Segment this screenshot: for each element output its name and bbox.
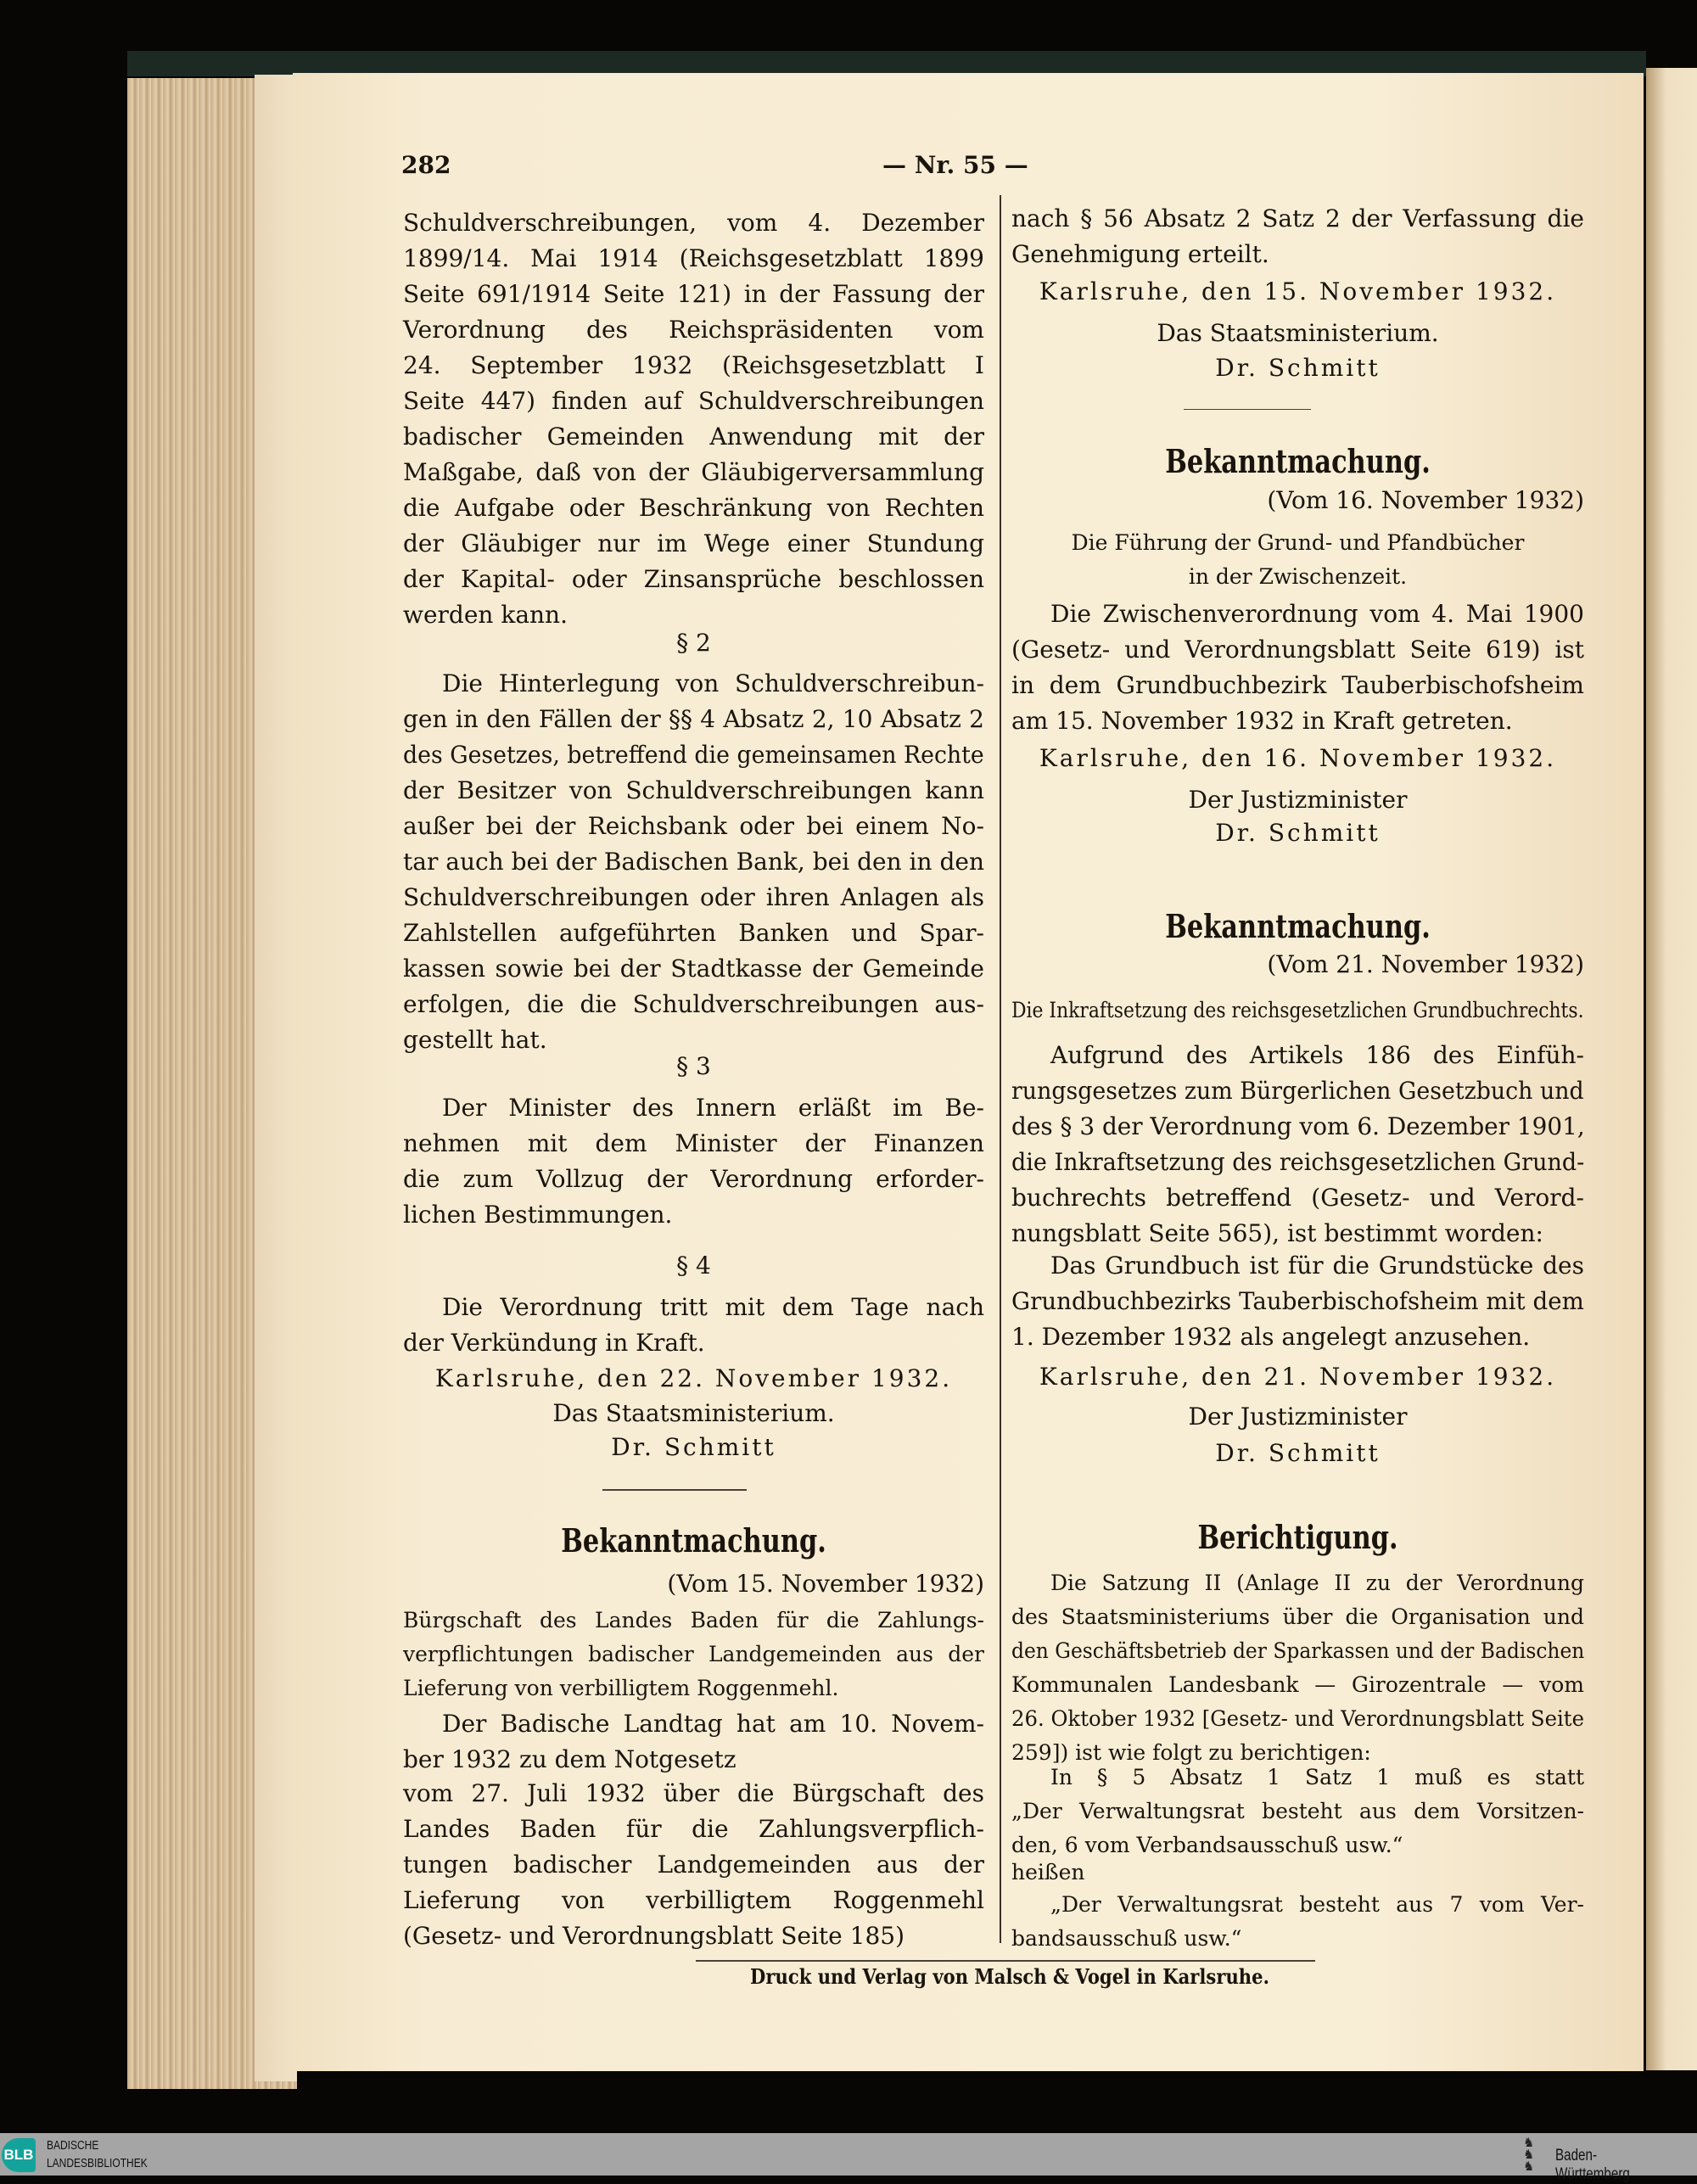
text-line: Bekanntmachung. (561, 1521, 826, 1560)
text-line: des Staatsministeriums über die Organisation und (1011, 1604, 1584, 1629)
text-line: Lieferung von verbilligtem Roggenmehl (403, 1886, 984, 1914)
text-line: tungen badischer Landgemeinden aus der (403, 1851, 984, 1879)
text-line: (Vom 15. November 1932) (667, 1570, 984, 1598)
text-block (403, 1290, 984, 1361)
text-line: (Vom 21. November 1932) (1267, 950, 1584, 978)
text-line: nach § 56 Absatz 2 Satz 2 der Verfassung die (1011, 204, 1584, 232)
text-line: badischer Gemeinden Anwendung mit der (403, 423, 984, 451)
text-line: 26. Oktober 1932 [Gesetz- und Verordnungsblatt Seite (1011, 1706, 1584, 1731)
section-heading (1011, 440, 1584, 484)
text-line: Die Führung der Grund- und Pfandbücher (1071, 530, 1525, 555)
text-block (403, 1706, 984, 1778)
text-block (1011, 1359, 1584, 1395)
text-line: Zahlstellen aufgeführten Banken und Spar- (403, 919, 984, 947)
text-line: 259]) ist wie folgt zu berichtigen: (1011, 1740, 1371, 1765)
text-line: nehmen mit dem Minister der Finanzen (403, 1129, 984, 1157)
text-line: in dem Grundbuchbezirk Tauberbischofsheim (1011, 671, 1584, 699)
text-block (1011, 815, 1584, 851)
text-line: Dr. Schmitt (1215, 1439, 1381, 1467)
issue-number: — Nr. 55 — (882, 151, 1028, 179)
text-line: „Der Verwaltungsrat besteht aus 7 vom Ver- (1050, 1892, 1584, 1917)
text-block (1011, 1566, 1584, 1770)
text-block (403, 1566, 984, 1602)
text-line: gen in den Fällen der §§ 4 Absatz 2, 10 Absatz 2 (403, 705, 984, 733)
text-line: Karlsruhe, den 15. November 1932. (1039, 277, 1557, 305)
text-line: Bekanntmachung. (1165, 442, 1431, 480)
text-line: Das Staatsministerium. (552, 1399, 835, 1427)
section-heading (403, 1519, 984, 1563)
text-block (1011, 483, 1584, 518)
text-line: Berichtigung. (1197, 1518, 1398, 1556)
text-line: ber 1932 zu dem Notgesetz (403, 1745, 736, 1773)
text-block (1011, 1399, 1584, 1435)
text-block (1011, 782, 1584, 818)
viewer-footer-bar (0, 2133, 1697, 2176)
text-block (1011, 994, 1584, 1028)
text-block (1011, 741, 1584, 776)
text-line: § 3 (676, 1052, 711, 1080)
text-line: Genehmigung erteilt. (1011, 240, 1269, 268)
column-divider (1000, 195, 1001, 1943)
text-line: Dr. Schmitt (1215, 819, 1381, 847)
text-block (403, 666, 984, 1058)
text-line: Die Zwischenverordnung vom 4. Mai 1900 (1050, 600, 1584, 628)
text-block (1011, 1888, 1584, 1956)
text-line: heißen (1011, 1860, 1085, 1884)
imprint-rule (696, 1960, 1315, 1962)
section-divider (1184, 409, 1311, 410)
section-heading (1011, 1515, 1584, 1560)
text-block (1011, 596, 1584, 739)
text-line: § 4 (676, 1252, 711, 1280)
text-line: verpflichtungen badischer Landgemeinden aus der (403, 1642, 984, 1666)
text-line: Seite 691/1914 Seite 121) in der Fassung der (403, 280, 984, 308)
text-line: Die Verordnung tritt mit dem Tage nach (442, 1293, 984, 1321)
imprint: Druck und Verlag von Malsch & Vogel in Karlsruhe. (750, 1964, 1269, 1989)
text-line: am 15. November 1932 in Kraft getreten. (1011, 707, 1513, 735)
text-line: Dr. Schmitt (611, 1433, 776, 1461)
text-block (1011, 526, 1584, 594)
text-line: des § 3 der Verordnung vom 6. Dezember 1901, (1011, 1112, 1585, 1140)
text-block (403, 1361, 984, 1397)
text-line: die zum Vollzug der Verordnung erforder- (403, 1165, 984, 1193)
text-line: „Der Verwaltungsrat besteht aus dem Vorsitzen- (1011, 1799, 1584, 1823)
text-line: nungsblatt Seite 565), ist bestimmt worden: (1011, 1219, 1543, 1247)
text-line: § 2 (676, 629, 711, 657)
text-line: buchrechts betreffend (Gesetz- und Verord- (1011, 1184, 1584, 1212)
text-line: Karlsruhe, den 21. November 1932. (1039, 1363, 1557, 1391)
text-block (403, 205, 984, 633)
text-line: der Gläubiger nur im Wege einer Stundung (403, 529, 984, 557)
text-block (1011, 947, 1584, 983)
library-name-line1: BADISCHE (47, 2138, 99, 2153)
text-block (403, 1776, 984, 1954)
text-line: Die Hinterlegung von Schuldverschreibun- (442, 669, 984, 697)
text-block (1011, 201, 1584, 272)
text-line: rungsgesetzes zum Bürgerlichen Gesetzbuch und (1011, 1077, 1584, 1105)
text-line: 1899/14. Mai 1914 (Reichsgesetzblatt 1899 (403, 244, 984, 272)
text-line: den Geschäftsbetrieb der Sparkassen und der Badischen (1011, 1638, 1585, 1663)
text-line: Der Minister des Innern erläßt im Be- (442, 1094, 984, 1122)
text-block (1011, 1038, 1584, 1252)
text-line: Karlsruhe, den 22. November 1932. (434, 1364, 953, 1392)
text-line: den, 6 vom Verbandsausschuß usw.“ (1011, 1833, 1403, 1857)
section-divider (602, 1489, 747, 1491)
text-line: der Verkündung in Kraft. (403, 1329, 705, 1357)
page-number: 282 (401, 151, 451, 179)
text-line: Grundbuchbezirks Tauberbischofsheim mit dem (1011, 1287, 1584, 1315)
blb-logo-icon[interactable]: BLB (2, 2138, 36, 2172)
text-line: Die Inkraftsetzung des reichsgesetzlichen Grundbuchrechts. (1011, 998, 1584, 1022)
text-line: Schuldverschreibungen oder ihren Anlagen als (403, 883, 984, 911)
text-line: 1. Dezember 1932 als angelegt anzusehen. (1011, 1323, 1531, 1351)
library-name[interactable] (47, 2136, 148, 2172)
text-block (1011, 274, 1584, 310)
text-line: die Inkraftsetzung des reichsgesetzlichen Grund- (1011, 1148, 1585, 1176)
text-line: in der Zwischenzeit. (1188, 564, 1408, 589)
facing-page-edge (1646, 68, 1697, 2070)
text-line: bandsausschuß usw.“ (1011, 1926, 1242, 1951)
text-line: Verordnung des Reichspräsidenten vom (403, 316, 984, 344)
section-heading (1011, 904, 1584, 949)
text-line: (Vom 16. November 1932) (1267, 486, 1584, 514)
text-line: Aufgrund des Artikels 186 des Einfüh- (1050, 1041, 1584, 1069)
text-line: Dr. Schmitt (1215, 354, 1381, 382)
text-line: Die Satzung II (Anlage II zu der Verordnung (1050, 1571, 1584, 1595)
text-block (403, 1396, 984, 1431)
text-line: Schuldverschreibungen, vom 4. Dezember (403, 209, 984, 237)
text-line: des Gesetzes, betreffend die gemeinsamen Rechte (403, 741, 984, 769)
text-line: erfolgen, die die Schuldverschreibungen aus- (403, 990, 984, 1018)
text-line: tar auch bei der Badischen Bank, bei den in den (403, 848, 984, 876)
text-line: Seite 447) finden auf Schuldverschreibungen (403, 387, 984, 415)
text-line: In § 5 Absatz 1 Satz 1 muß es statt (1050, 1765, 1584, 1789)
text-block (403, 1090, 984, 1233)
text-block (1011, 316, 1584, 351)
text-line: lichen Bestimmungen. (403, 1201, 673, 1229)
text-line: Das Staatsministerium. (1157, 319, 1439, 347)
text-block (1011, 1436, 1584, 1471)
text-line: werden kann. (403, 601, 568, 629)
text-line: Bekanntmachung. (1165, 907, 1431, 945)
text-block (403, 1430, 984, 1465)
text-line: (Gesetz- und Verordnungsblatt Seite 619) ist (1011, 636, 1584, 664)
state-name[interactable]: Baden-Württemberg (1555, 2147, 1630, 2183)
text-block (1011, 1856, 1584, 1890)
page-stack-edges-inner (255, 75, 297, 2081)
text-line: der Besitzer von Schuldverschreibungen kann (403, 776, 984, 804)
text-block (403, 625, 984, 661)
text-block (1011, 1248, 1584, 1355)
text-line: Lieferung von verbilligtem Roggenmehl. (403, 1676, 839, 1700)
text-block (403, 1248, 984, 1284)
text-line: die Aufgabe oder Beschränkung von Rechten (403, 494, 984, 522)
text-line: Landes Baden für die Zahlungsverpflich- (403, 1815, 984, 1843)
text-line: Bürgschaft des Landes Baden für die Zahlungs- (403, 1608, 984, 1632)
text-line: Kommunalen Landesbank — Girozentrale — vom (1011, 1672, 1584, 1697)
text-line: Maßgabe, daß von der Gläubigerversammlung (403, 458, 984, 486)
library-name-line2: LANDESBIBLIOTHEK (47, 2156, 148, 2170)
text-line: Karlsruhe, den 16. November 1932. (1039, 744, 1557, 772)
text-line: Der Justizminister (1188, 1403, 1408, 1431)
text-line: kassen sowie bei der Stadtkasse der Gemeinde (403, 955, 984, 983)
text-line: Das Grundbuch ist für die Grundstücke des (1050, 1252, 1584, 1280)
text-line: Der Badische Landtag hat am 10. Novem- (442, 1710, 984, 1738)
text-line: außer bei der Reichsbank oder bei einem No- (403, 812, 984, 840)
text-block (403, 1049, 984, 1084)
text-block (1011, 350, 1584, 386)
text-line: vom 27. Juli 1932 über die Bürgschaft des (403, 1779, 984, 1807)
text-line: Der Justizminister (1188, 786, 1408, 814)
text-line: gestellt hat. (403, 1026, 547, 1054)
text-line: 24. September 1932 (Reichsgesetzblatt I (403, 351, 984, 379)
text-line: (Gesetz- und Verordnungsblatt Seite 185) (403, 1922, 905, 1950)
text-block (403, 1604, 984, 1705)
text-block (1011, 1761, 1584, 1862)
text-line: der Kapital- oder Zinsansprüche beschlossen (403, 565, 984, 593)
baden-wuerttemberg-lions-icon: ♞ ♞ ♞ (1523, 2135, 1535, 2174)
